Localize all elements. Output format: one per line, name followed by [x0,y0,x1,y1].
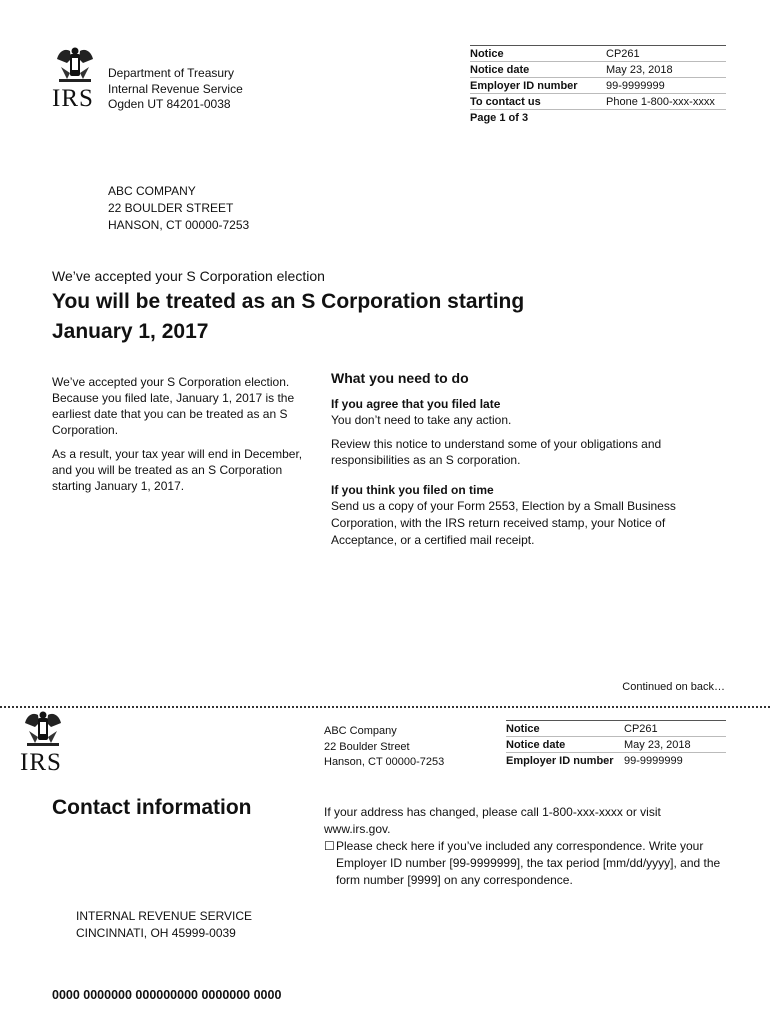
table-row: Page 1 of 3 [470,110,726,126]
ontime-heading: If you think you filed on time [331,483,494,497]
notice-title: You will be treated as an S Corporation starting January 1, 2017 [52,290,525,343]
contact-title: Contact information [52,796,252,819]
address-line: Department of Treasury [108,66,235,80]
eagle-icon [20,709,66,749]
notice-subtitle: We’ve accepted your S Corporation election [52,268,325,284]
table-row: Employer ID number 99-9999999 [506,753,726,769]
recipient-address [108,183,249,234]
stub-irs-logo [20,709,66,774]
notice-info-table [470,45,726,125]
address-line: ABC COMPANY [108,184,196,198]
table-row: To contact us Phone 1-800-xxx-xxxx [470,94,726,110]
address-line: Internal Revenue Service [108,81,243,96]
table-row: Notice date May 23, 2018 [506,737,726,753]
tear-line [0,706,770,708]
table-row: Notice CP261 [470,46,726,62]
stub-company-address [324,724,444,771]
address-line: 22 Boulder Street [324,740,410,753]
address-line: Hanson, CT 00000-7253 [324,756,445,768]
ontime-text: Send us a copy of your Form 2553, Election by a Small Business Corporation, with the IRS return received stamp, your Notice of Acceptance, or a certified mail receipt. [331,499,676,547]
address-line: 22 BOULDER STREET [108,201,234,215]
irs-logo [52,45,98,110]
review-text: Review this notice to understand some of your obligations and responsibilities as an S corporation. [331,437,662,467]
acceptance-paragraph: We’ve accepted your S Corporation election. Because you filed late, January 1, 2017 is the earliest date that you can be treated as an S Corporation. [52,375,295,437]
address-line: Ogden UT 84201-0038 [108,97,231,111]
right-column [331,370,711,557]
agree-text: You don’t need to take any action. [331,413,512,427]
address-line: HANSON, CT 00000-7253 [108,218,250,232]
scanline: 0000 0000000 000000000 0000000 0000 [52,988,282,1002]
checkbox[interactable]: ☐ [324,839,335,853]
left-column [52,374,320,502]
department-address [108,66,243,113]
agree-heading: If you agree that you filed late [331,397,501,411]
address-change-text: If your address has changed, please call 1-800-xxx-xxxx or visit www.irs.gov. [324,805,661,836]
section-heading: What you need to do [331,370,469,386]
address-line: INTERNAL REVENUE SERVICE [76,909,253,923]
stub-notice-table [506,720,726,768]
eagle-icon [52,45,98,85]
table-row: Employer ID number 99-9999999 [470,78,726,94]
irs-logo-text: IRS [20,749,62,776]
irs-return-address [76,908,252,942]
irs-logo-text: IRS [52,85,94,112]
correspondence-checkbox-row[interactable] [324,838,724,889]
address-line: CINCINNATI, OH 45999-0039 [76,926,236,940]
tax-year-paragraph: As a result, your tax year will end in December, and you will be treated as an S Corporation starting January 1, 2017. [52,447,303,493]
table-row: Notice CP261 [506,721,726,737]
table-row: Notice date May 23, 2018 [470,62,726,78]
continued-note: Continued on back… [622,681,725,693]
checkbox-label: Please check here if you’ve included any correspondence. Write your Employer ID number [99-9999999], the tax period [mm/dd/yyyy], and the form number [9999] on any correspondence. [336,839,721,887]
contact-instructions [324,804,724,889]
address-line: ABC Company [324,725,397,737]
